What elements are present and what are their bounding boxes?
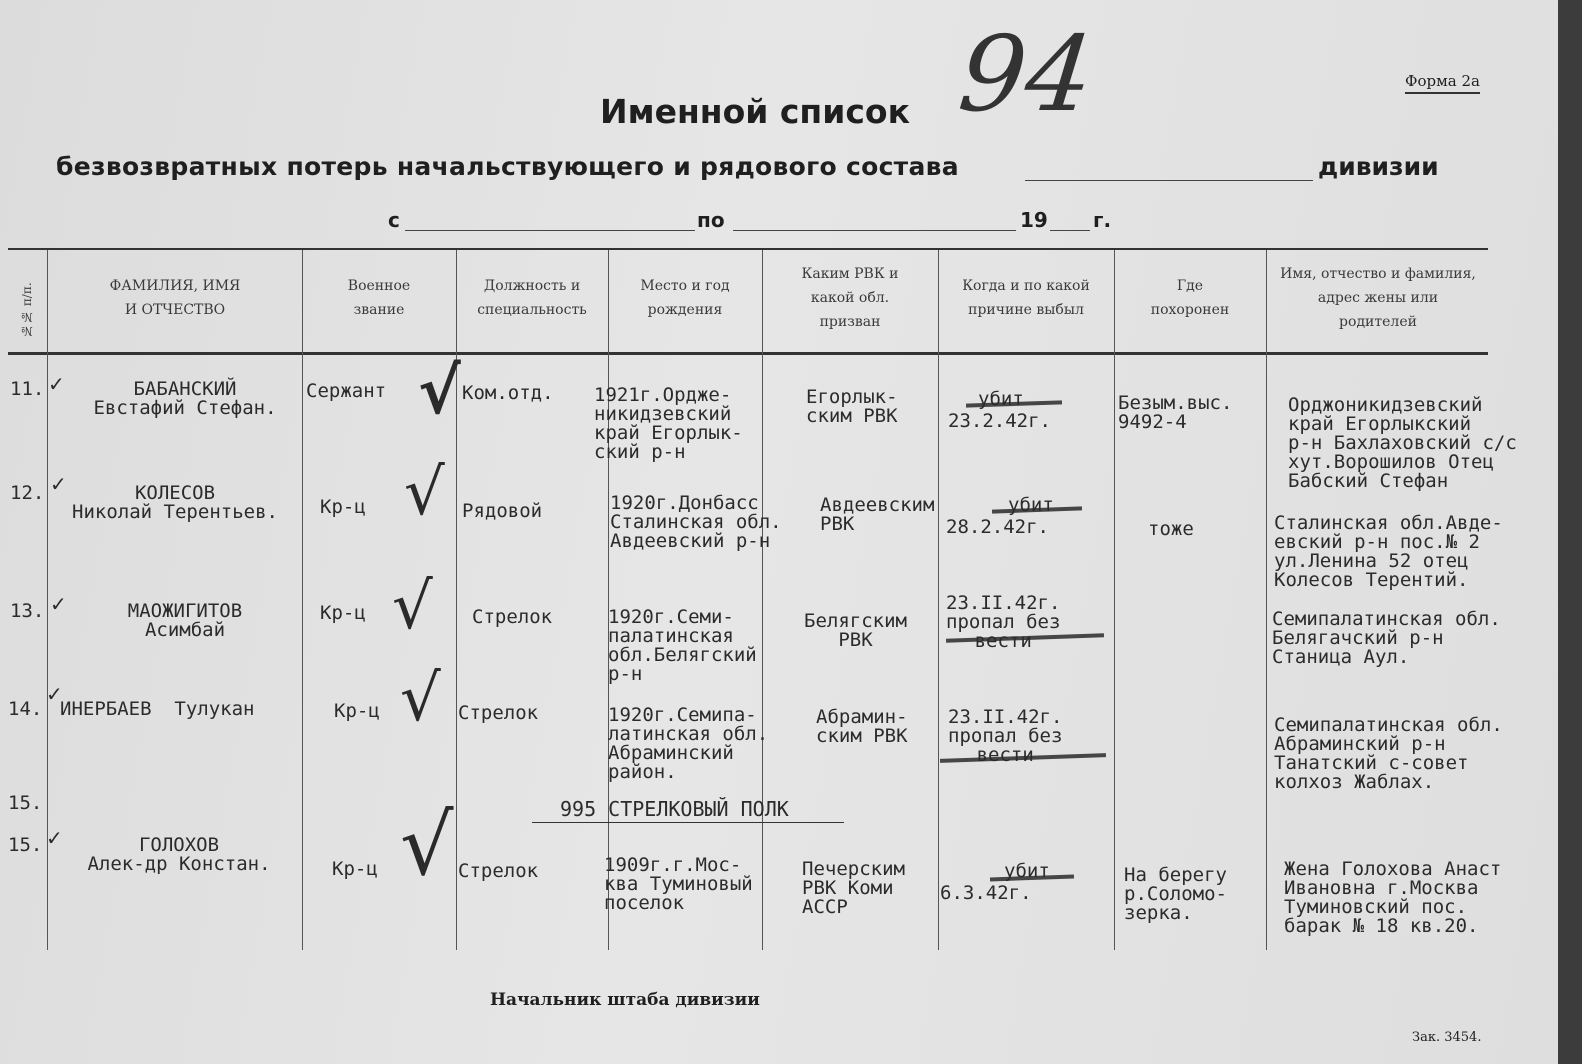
row-relatives: Сталинская обл.Авде- евский р-н пос.№ 2 ул.Ленина 52 отец Колесов Терентий. [1274,512,1503,591]
row-relatives: Семипалатинская обл. Абраминский р-н Танатский с-совет колхоз Жаблах. [1274,714,1503,793]
row-number: 11. [10,378,45,400]
checkmark-icon: √ [392,570,433,644]
row-number: 12. [10,482,45,504]
division-label: дивизии [1318,152,1439,181]
row-birth: 1920г.Донбасс Сталинская обл. Авдеевский р-н [610,492,782,552]
date-from-label: с [388,208,400,232]
row-relatives: Орджоникидзевский край Егорлыкский р-н Бахлаховский с/с хут.Ворошилов Отец Бабский Стефан [1288,394,1517,492]
row-relatives: Жена Голохова Анаст Ивановна г.Москва Туминовский пос. барак № 18 кв.20. [1284,858,1502,937]
check-icon: ✓ [46,682,63,706]
row-birth: 1920г.Семи- палатинская обл.Белягский р-н [608,606,757,685]
year-suffix: г. [1093,208,1112,232]
row-rvk: Егорлык- ским РВК [806,386,898,427]
row-position: Рядовой [462,500,543,522]
section-label: 995 СТРЕЛКОВЫЙ ПОЛК [560,797,789,821]
row-when: 23.II.42г. пропал без вести [948,706,1063,766]
col-header-rank: Военное звание [347,278,411,318]
check-icon: ✓ [50,472,67,496]
row-rvk: Абрамин- ским РВК [816,706,908,747]
row-name: МАОЖИГИТОВ Асимбай [127,600,243,641]
page-subtitle: безвозвратных потерь начальствующего и рядового состава [56,152,959,181]
row-when: 23.II.42г. пропал без вести [946,592,1061,652]
column-divider [762,250,763,950]
column-divider [1114,250,1115,950]
year-blank [1050,230,1090,231]
signature-label: Начальник штаба дивизии [490,990,760,1010]
date-to-label: по [697,208,725,232]
date-from-blank [405,230,695,231]
row-name: ИНЕРБАЕВ Тулукан [60,698,255,720]
row-when: 28.2.42г. [946,516,1049,538]
division-blank [1025,180,1313,181]
row-when-struck: убит [1008,494,1054,516]
order-number: Зак. 3454. [1412,1030,1482,1045]
row-number: 14. [8,698,43,720]
page-title: Именной список [600,92,910,131]
row-birth: 1921г.Орджe- никидзевский край Егорлык- ский р-н [594,384,743,463]
row-rvk: Белягским РВК [804,610,907,651]
row-rvk: Авдеевским РВК [820,494,935,535]
checkmark-icon: √ [418,355,461,429]
row-rank: Кр-ц [334,700,380,722]
row-position: Ком.отд. [462,382,554,404]
row-when: 23.2.42г. [948,410,1051,432]
checkmark-icon: √ [400,662,441,736]
column-divider [608,250,609,950]
form-label: Форма 2а [1405,72,1480,94]
column-divider [1266,250,1267,950]
row-rank: Кр-ц [320,496,366,518]
row-position: Стрелок [458,702,539,724]
row-when-struck: убит [978,388,1024,410]
check-icon: ✓ [46,826,63,850]
row-name: БАБАНСКИЙ Евстафий Стефан. [93,378,277,419]
row-rvk: Печерским РВК Коми АССР [802,858,905,918]
col-header-birth: Место и год рождения [640,278,730,318]
row-birth: 1920г.Семипа- латинская обл. Абраминский район. [608,704,769,783]
col-header-name: ФАМИЛИЯ, ИМЯ И ОТЧЕСТВО [109,278,241,318]
row-name: КОЛЕСОВ Николай Терентьев. [72,482,278,523]
col-header-when: Когда и по какой причине выбыл [962,278,1090,318]
row-number: 15. [8,834,43,856]
row-position: Стрелок [472,606,553,628]
section-underline [532,822,844,823]
column-divider [302,250,303,950]
row-number: 15. [8,792,43,814]
check-icon: ✓ [48,372,65,396]
col-header-rvk: Каким РВК и какой обл. призван [801,266,899,330]
column-divider [938,250,939,950]
date-to-blank [733,230,1016,231]
checkmark-icon: √ [404,456,445,530]
year-label: 19 [1020,208,1048,232]
row-when: 6.3.42г. [940,882,1032,904]
row-birth: 1909г.г.Мос- ква Туминовый поселок [604,854,753,914]
row-when-struck: убит [1004,860,1050,882]
row-buried: Безым.выс. 9492-4 [1118,392,1233,433]
col-header-relatives: Имя, отчество и фамилия, адрес жены или родителей [1280,266,1476,330]
row-number: 13. [10,600,45,622]
col-header-buried: Где похоронен [1150,278,1230,318]
checkmark-icon: √ [400,796,454,894]
row-rank: Кр-ц [320,602,366,624]
col-header-num: №№ п/п. [20,282,34,338]
row-buried: тоже [1148,518,1194,540]
check-icon: ✓ [50,592,67,616]
col-header-position: Должность и специальность [477,278,587,318]
row-buried: На берегу р.Соломо- зерка. [1124,864,1227,924]
row-rank: Сержант [306,380,387,402]
row-position: Стрелок [458,860,539,882]
row-name: ГОЛОХОВ Алек-др Констан. [87,834,271,875]
page-number: 94 [953,13,1099,135]
row-rank: Кр-ц [332,858,378,880]
row-relatives: Семипалатинская обл. Белягачский р-н Станица Аул. [1272,608,1501,668]
